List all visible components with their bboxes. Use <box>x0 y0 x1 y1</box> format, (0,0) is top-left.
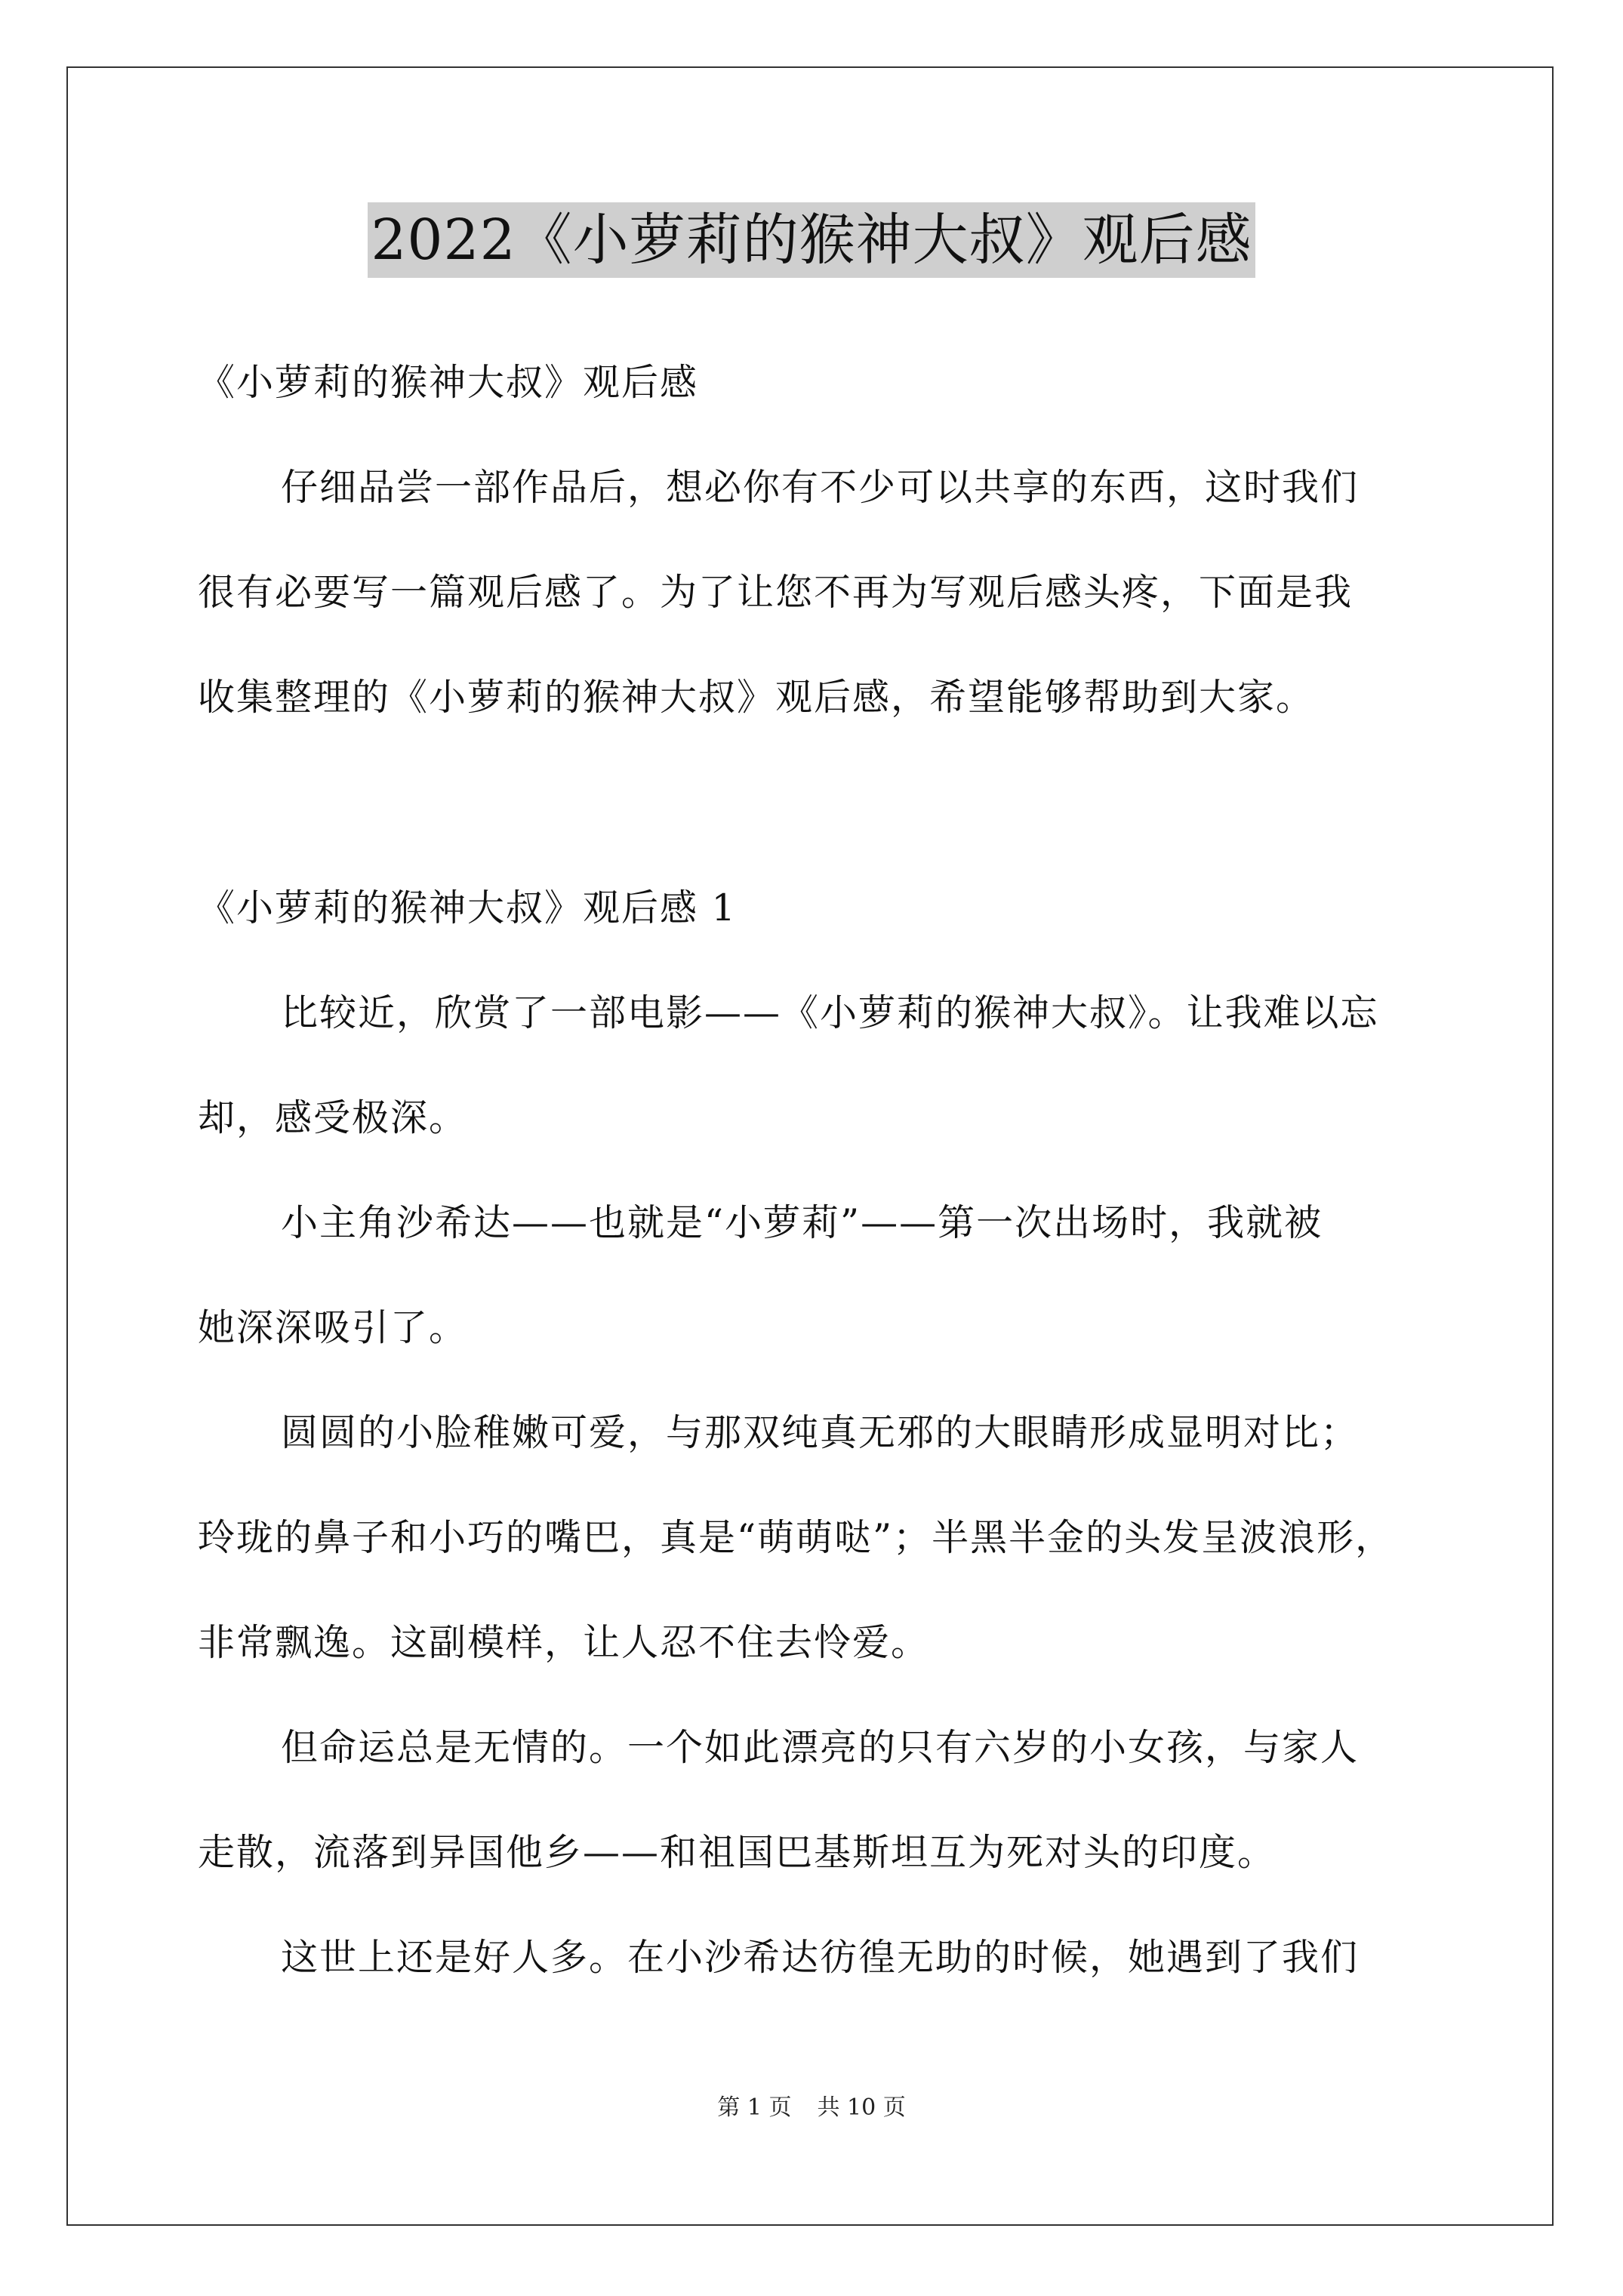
paragraph-line: 仔细品尝一部作品后，想必你有不少可以共享的东西，这时我们 <box>281 466 1360 509</box>
paragraph-line: 却，感受极深。 <box>198 1096 468 1139</box>
paragraph-line: 非常飘逸。这副模样，让人忍不住去怜爱。 <box>198 1621 930 1664</box>
title-container <box>0 202 1623 278</box>
paragraph-line: 玲珑的鼻子和小巧的嘴巴，真是“萌萌哒”；半黑半金的头发呈波浪形， <box>198 1516 1394 1559</box>
paragraph-line: 很有必要写一篇观后感了。为了让您不再为写观后感头疼，下面是我 <box>198 571 1354 614</box>
paragraph-line: 这世上还是好人多。在小沙希达彷徨无助的时候，她遇到了我们 <box>281 1936 1360 1979</box>
page-number: 第 1 页 <box>717 2094 792 2121</box>
paragraph-line: 收集整理的《小萝莉的猴神大叔》观后感，希望能够帮助到大家。 <box>198 676 1315 719</box>
paragraph-line: 小主角沙希达——也就是“小萝莉”——第一次出场时，我就被 <box>281 1201 1323 1244</box>
paragraph-line: 走散，流落到异国他乡——和祖国巴基斯坦互为死对头的印度。 <box>198 1831 1277 1874</box>
paragraph-line: 她深深吸引了。 <box>198 1306 468 1349</box>
page-total: 共 10 页 <box>817 2094 906 2121</box>
section-heading: 《小萝莉的猴神大叔》观后感 1 <box>198 886 737 929</box>
paragraph-line: 比较近，欣赏了一部电影——《小萝莉的猴神大叔》。让我难以忘 <box>281 991 1379 1034</box>
document-title: 2022《小萝莉的猴神大叔》观后感 <box>368 202 1255 278</box>
essay-subtitle: 《小萝莉的猴神大叔》观后感 <box>198 361 699 404</box>
paragraph-line: 但命运总是无情的。一个如此漂亮的只有六岁的小女孩，与家人 <box>281 1726 1360 1769</box>
page-footer <box>0 2093 1623 2123</box>
paragraph-line: 圆圆的小脸稚嫩可爱，与那双纯真无邪的大眼睛形成显明对比； <box>281 1411 1360 1454</box>
